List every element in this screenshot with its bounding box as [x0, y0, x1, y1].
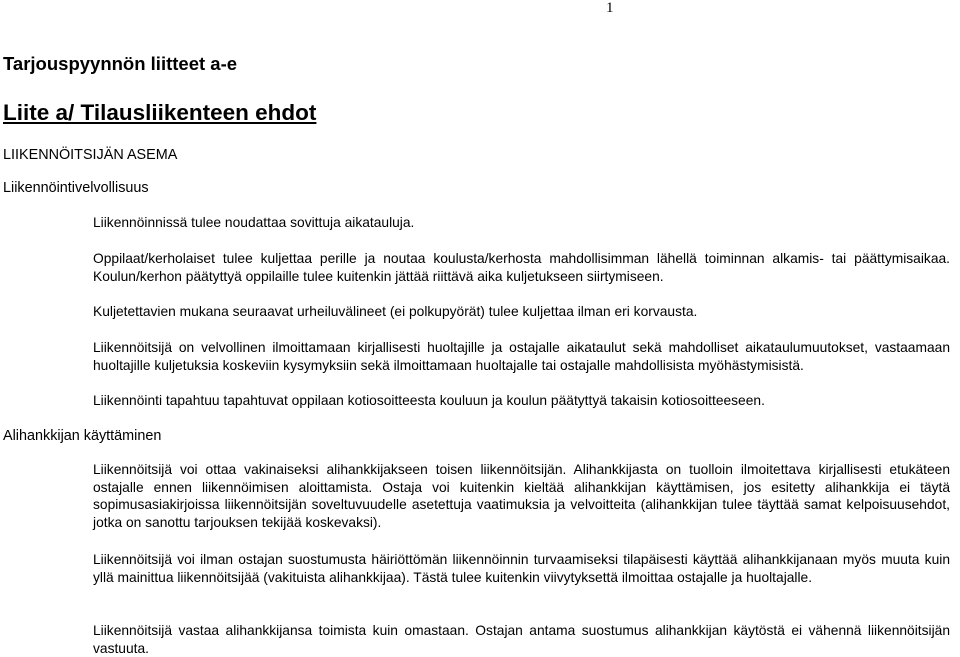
page-number: 1 [606, 0, 614, 16]
paragraph: Liikennöitsijä vastaa alihankkijansa toimista kuin omastaan. Ostajan antama suostumus alihankkijan käytöstä ei vähennä liikennöitsijän vastuuta. [93, 623, 950, 656]
paragraph: Liikennöitsijä voi ottaa vakinaiseksi alihankkijakseen toisen liikennöitsijän. Alihankkijasta on tuolloin ilmoitettava kirjallisesti etukäteen ostajalle ennen liikennöimisen aloittamista. Ostaja voi kuitenkin kieltää alihankkijan käyttämisen, jos esitetty alihankkija ei täytä sopimusasiakirjoissa liikennöitsijän soveltuvuudelle asetettuja vaatimuksia ja velvoitteita (alihankkijan tulee täyttää samat kelpoisuusehdot, jotka on sanottu tarjouksen tekijää koskevaksi). [93, 462, 950, 530]
appendix-title: Liite a/ Tilausliikenteen ehdot [3, 100, 317, 125]
paragraph: Liikennöinti tapahtuu tapahtuvat oppilaan kotiosoitteesta kouluun ja koulun päätyttyä takaisin kotiosoitteeseen. [93, 393, 765, 408]
paragraph: Liikennöinnissä tulee noudattaa sovittuja aikatauluja. [93, 215, 415, 230]
document-title: Tarjouspyynnön liitteet a-e [3, 53, 238, 74]
paragraph: Kuljetettavien mukana seuraavat urheiluvälineet (ei polkupyörät) tulee kuljettaa ilman eri korvausta. [93, 304, 698, 319]
paragraph: Liikennöitsijä on velvollinen ilmoittamaan kirjallisesti huoltajille ja ostajalle aikataulut sekä mahdolliset aikataulumuutokset, vastaamaan huoltajille kuljetuksia koskeviin kysymyksiin sekä ilmoittamaan huoltajalle tai ostajalle mahdollisista myöhästymisistä. [93, 340, 950, 373]
paragraph: Liikennöitsijä voi ilman ostajan suostumusta häiriöttömän liikennöinnin turvaamiseksi tilapäisesti käyttää alihankkijanaan myös muuta kuin yllä mainittua liikennöitsijää (vakituista alihankkijaa). Tästä tulee kuitenkin viivytyksettä ilmoittaa ostajalle ja huoltajalle. [93, 552, 950, 585]
subsection-heading-alihankkijan-kayttaminen: Alihankkijan käyttäminen [3, 428, 162, 444]
paragraph: Oppilaat/kerholaiset tulee kuljettaa perille ja noutaa koulusta/kerhosta mahdollisimman lähellä toiminnan alkamis- tai päättymisaikaa. Koulun/kerhon päätyttyä oppilaille tulee kuitenkin jättää riittävä aika kuljetukseen siirtymiseen. [93, 251, 950, 284]
subsection-heading-liikennointivelvollisuus: Liikennöintivelvollisuus [3, 180, 149, 196]
section-heading: LIIKENNÖITSIJÄN ASEMA [3, 147, 178, 163]
